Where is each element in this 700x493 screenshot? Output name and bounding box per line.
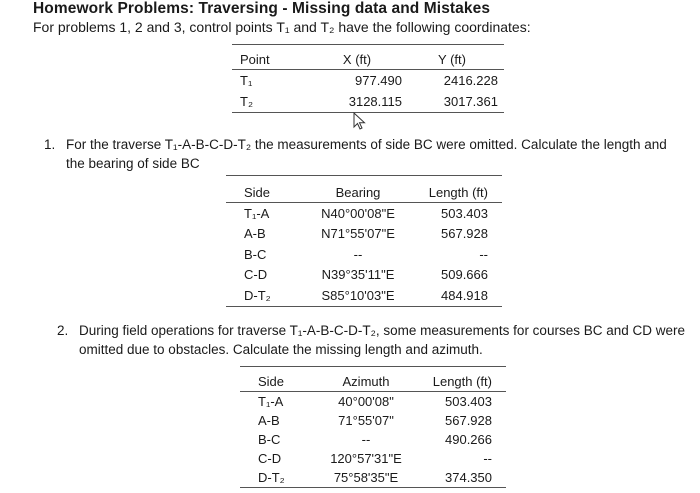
column-header: Y (ft) xyxy=(406,45,504,70)
table-cell: 120°57'31"E xyxy=(330,451,402,466)
column-header: Bearing xyxy=(308,176,408,203)
table-cell: C-D xyxy=(244,267,268,283)
table-header-row xyxy=(240,367,506,392)
column-header: X (ft) xyxy=(312,45,406,70)
table-cell: 3017.361 xyxy=(406,91,504,113)
column-header: Point xyxy=(232,45,312,70)
page-title: Homework Problems: Traversing - Missing data and Mistakes xyxy=(33,0,491,17)
table-cell: T₁-A xyxy=(244,205,270,221)
table-cell: A-B xyxy=(258,413,280,428)
problem-text: During field operations for traverse T₁-A-B-C-D-T₂, some measurements for courses BC and CD were xyxy=(79,323,685,338)
table-cell: C-D xyxy=(258,451,282,466)
table-cell: 2416.228 xyxy=(443,73,498,88)
table-header-row xyxy=(226,176,502,203)
problem-2 xyxy=(57,321,687,359)
table-cell: N39°35'11"E xyxy=(321,267,395,283)
table-cell: 490.266 xyxy=(445,432,492,447)
table-cell: 75°58'35"E xyxy=(320,468,412,488)
column-header: Length (ft) xyxy=(408,176,502,203)
table-row xyxy=(226,265,502,286)
table-cell: -- xyxy=(479,246,488,262)
table-cell: 977.490 xyxy=(355,73,402,88)
column-header: Azimuth xyxy=(320,367,412,392)
table-cell: T₁ xyxy=(240,73,253,88)
table-cell: A-B xyxy=(244,226,266,242)
table-row xyxy=(226,203,502,224)
table-cell: T₂ xyxy=(232,91,312,113)
problem-text: For the traverse T₁-A-B-C-D-T₂ the measurements of side BC were omitted. Calculate the length and xyxy=(66,137,667,152)
column-header: Side xyxy=(240,367,320,392)
table-row xyxy=(240,449,506,468)
column-header: Side xyxy=(226,176,308,203)
table-row xyxy=(226,285,502,306)
table-row xyxy=(226,244,502,265)
traverse-bearing-table xyxy=(226,175,502,307)
table-header-row xyxy=(232,45,504,70)
table-cell: 503.403 xyxy=(441,205,488,221)
table-cell: N71°55'07"E xyxy=(321,226,395,242)
table-cell: 567.928 xyxy=(441,226,488,242)
table-row xyxy=(232,70,504,92)
table-row xyxy=(240,411,506,430)
table-cell: 484.918 xyxy=(408,285,502,306)
table-cell: S85°10'03"E xyxy=(308,285,408,306)
table-cell: 40°00'08" xyxy=(338,394,394,409)
table-cell: T₁-A xyxy=(258,394,284,409)
table-cell: 567.928 xyxy=(445,413,492,428)
problem-text: the bearing of side BC xyxy=(66,156,200,171)
table-cell: 71°55'07" xyxy=(338,413,394,428)
intro-text: For problems 1, 2 and 3, control points T₁ and T₂ have the following coordinates: xyxy=(33,19,531,35)
table-cell: N40°00'08"E xyxy=(321,205,395,221)
mouse-cursor-icon xyxy=(352,112,368,132)
table-cell: 503.403 xyxy=(445,394,492,409)
table-cell: D-T₂ xyxy=(226,285,308,306)
table-cell: 509.666 xyxy=(441,267,488,283)
table-cell: -- xyxy=(361,432,371,447)
problem-text: omitted due to obstacles. Calculate the missing length and azimuth. xyxy=(79,342,483,357)
control-points-table xyxy=(232,44,504,113)
table-row xyxy=(240,468,506,488)
table-cell: -- xyxy=(353,246,363,262)
table-cell: B-C xyxy=(244,246,267,262)
problem-1 xyxy=(44,135,684,173)
column-header: Length (ft) xyxy=(412,367,506,392)
table-cell: B-C xyxy=(258,432,281,447)
table-cell: -- xyxy=(483,451,492,466)
problem-number: 1. xyxy=(44,137,56,152)
table-cell: 3128.115 xyxy=(312,91,406,113)
table-row xyxy=(232,91,504,113)
table-row xyxy=(240,392,506,412)
table-row xyxy=(240,430,506,449)
problem-number: 2. xyxy=(57,323,69,338)
table-cell: 374.350 xyxy=(412,468,506,488)
table-cell: D-T₂ xyxy=(240,468,320,488)
table-row xyxy=(226,224,502,245)
traverse-azimuth-table xyxy=(240,366,506,488)
